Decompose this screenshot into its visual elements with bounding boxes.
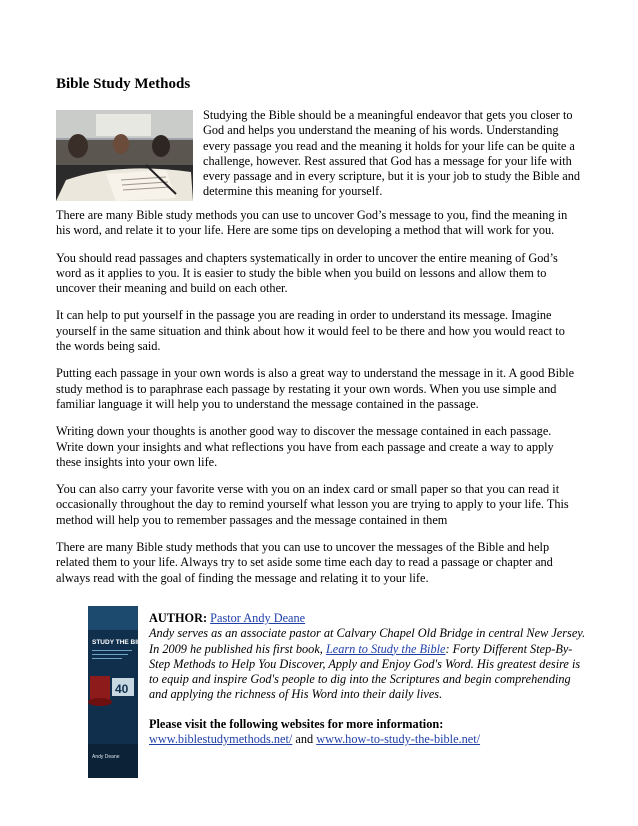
page-title: Bible Study Methods xyxy=(56,76,191,92)
author-line xyxy=(149,611,589,626)
paragraph: It can help to put yourself in the passage you are reading in order to understand its message. Imagine yourself in the same situation and think about how it would feel to be there and how you would react to the words being said. xyxy=(56,308,565,354)
book-cover-number: 40 xyxy=(115,682,129,696)
book-cover-title: STUDY THE BIBLE xyxy=(92,639,151,646)
author-bio-part-2: : Forty Different Step-By-Step Methods to Help You Discover, Apply and Enjoy God's Word. His greatest desire is to equip and inspire God's people to dig into the Scriptures and begin comprehending and applying the richness of His Word into their daily lives. xyxy=(149,641,581,702)
author-box xyxy=(149,611,589,747)
book-cover-image xyxy=(88,606,151,778)
website-link-how-to-study[interactable]: www.how-to-study-the-bible.net/ xyxy=(316,732,481,747)
intro-paragraph: Studying the Bible should be a meaningful endeavor that gets you closer to God and helps you understand the meaning of his words. Understanding every passage you read and the meaning it holds for your life can be quite a challenge, however. Rest assured that God has a message for your life with every passage and in every scripture, but it is your job to study the Bible and determine this meaning for yourself. xyxy=(203,108,581,199)
book-cover-author: Andy Deane xyxy=(92,754,120,760)
paragraph: Putting each passage in your own words is also a great way to understand the message in it. A good Bible study method is to paraphrase each passage by restating it your own words. When you use simple and familiar language it will help you to understand the message contained in the passage. xyxy=(56,366,575,411)
bible-study-photo xyxy=(56,110,193,201)
book-title-link[interactable]: Learn to Study the Bible xyxy=(325,641,446,656)
book-cover-art xyxy=(88,606,151,778)
and-text: and xyxy=(292,732,317,747)
author-name-link[interactable]: Pastor Andy Deane xyxy=(210,611,306,625)
author-label: AUTHOR: xyxy=(149,611,208,625)
paragraph: There are many Bible study methods that you can use to uncover the messages of the Bible and help related them to your life. Always try to set aside some time each day to read a passage or chapter and always read with the goal of finding the message and relating it to your life. xyxy=(56,540,553,585)
website-links xyxy=(149,732,589,747)
classroom-image xyxy=(56,110,193,201)
paragraph: There are many Bible study methods you can use to uncover God’s message to you, find the meaning in his word, and relate it to your life. Here are some tips on developing a method that will work for you. xyxy=(56,208,568,238)
paragraph: You should read passages and chapters systematically in order to uncover the entire meaning of God’s word as it applies to you. It is easier to study the bible when you build on lessons and allow them to uncover their meaning and build on each other. xyxy=(56,250,558,296)
website-link-biblestudymethods[interactable]: www.biblestudymethods.net/ xyxy=(149,732,293,747)
author-bio-part-1: Andy serves as an associate pastor at Calvary Chapel Old Bridge in central New Jersey. In 2009 he published his first book, xyxy=(149,626,586,656)
paragraph: You can also carry your favorite verse with you on an index card or small paper so that you can read it occasionally throughout the day to remind yourself what lesson you are trying to apply to your life. This method will help you to remember passages and the message contained in them xyxy=(56,482,569,527)
visit-text: Please visit the following websites for more information: xyxy=(149,716,444,731)
author-bio xyxy=(149,626,589,702)
body-text xyxy=(56,208,580,598)
paragraph: Writing down your thoughts is another good way to discover the message contained in each passage. Write down your insights and what reflections you have from each passage and create a way to apply these insights into your own life. xyxy=(56,424,554,469)
